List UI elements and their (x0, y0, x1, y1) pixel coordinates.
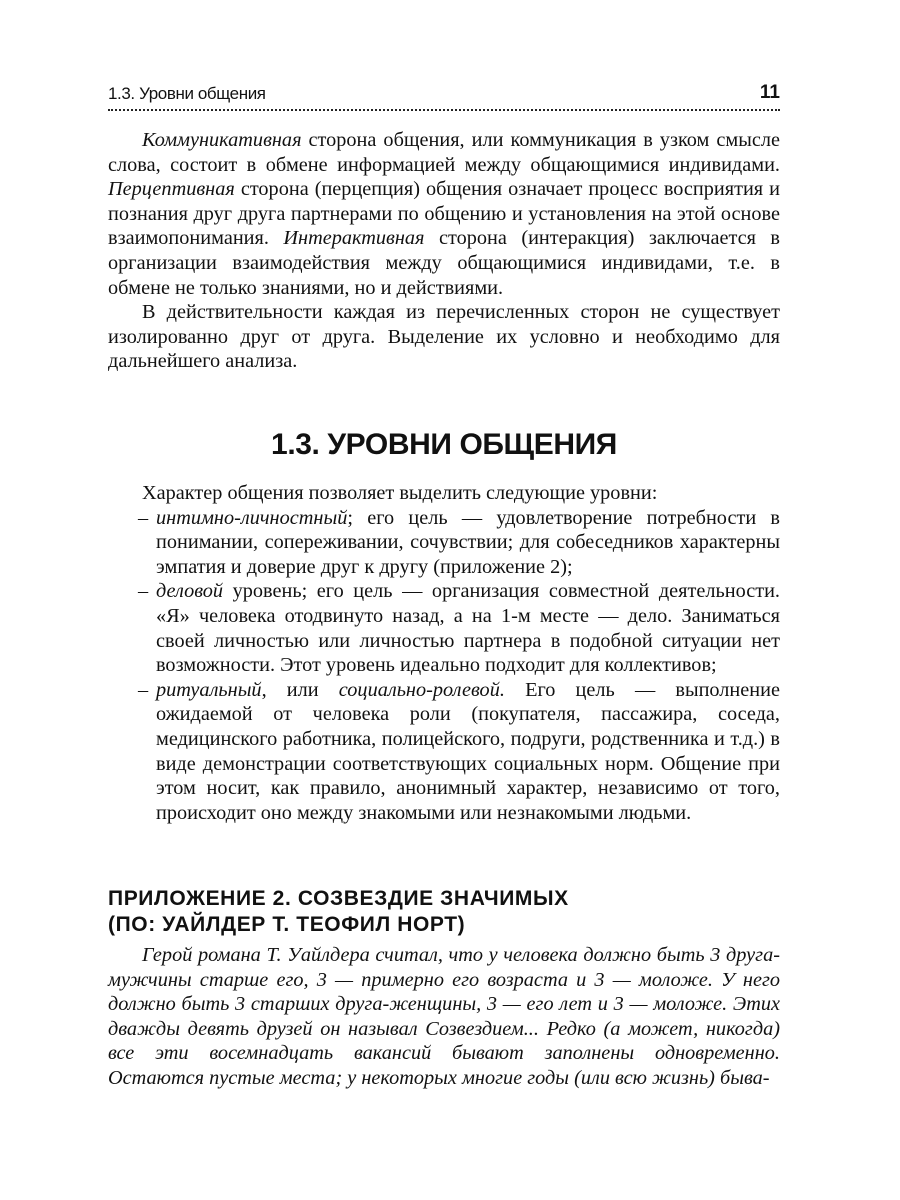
section-heading: 1.3. УРОВНИ ОБЩЕНИЯ (271, 428, 617, 461)
list-item (108, 579, 780, 677)
intro-text (108, 128, 780, 374)
running-head (108, 80, 780, 110)
intro-sentence-1: сторона общения, или коммуникация в узком смысле слова, состоит в обмене информацией между общающимися индивидами. (108, 129, 780, 176)
level-text: ; его цель — удовлетворение потребности в понимании, сопереживании, сочувствии; для собеседников характерны эмпатия и доверие друг к другу (приложение 2); (156, 506, 780, 578)
list-dash: – (138, 506, 149, 529)
level-text: уровень; его цель — организация совместной деятельности. «Я» человека отодвинуто назад, а на 1-м месте — дело. Заниматься своей личностью или личностью партнера в подобной ситуации нет возможности. Этот уровень идеально подходит для коллективов; (156, 580, 780, 677)
levels-text (108, 481, 780, 825)
dotted-rule (108, 109, 780, 111)
appendix-heading (108, 886, 780, 938)
list-item (108, 678, 780, 826)
running-head-title: 1.3. Уровни общения (108, 84, 266, 103)
level-connector: , или (261, 678, 339, 701)
intro-sentence-3: сторона (интеракция) заключается в организации взаимодействия между общающимися индивидами, т.е. в обмене не только знаниями, но и действиями. (108, 227, 780, 299)
list-dash: – (138, 678, 149, 701)
appendix-text (108, 943, 780, 1091)
level-term: интимно-личностный (156, 506, 348, 529)
term-perceptive: Перцептивная (108, 178, 235, 201)
intro-paragraph-1 (108, 128, 780, 300)
levels-list (108, 506, 780, 826)
list-item (108, 506, 780, 580)
appendix-heading-line-2: (ПО: УАЙЛДЕР Т. ТЕОФИЛ НОРТ) (108, 913, 466, 936)
page-number: 11 (759, 82, 780, 103)
level-term-2: социально-ролевой. (338, 678, 505, 701)
level-term: деловой (156, 580, 224, 603)
level-text: Его цель — выполнение ожидаемой от человека роли (покупателя, пассажира, соседа, медицинского работника, полицейского, подруги, родственника и т.д.) в виде демонстрации соответствующих социальных норм. Общение при этом носит, как правило, анонимный характер, независимо от того, происходит оно между знакомыми или незнакомыми людьми. (156, 678, 780, 824)
levels-lead: Характер общения позволяет выделить следующие уровни: (142, 482, 658, 504)
intro-paragraph-2: В действительности каждая из перечисленных сторон не существует изолированно друг от друга. Выделение их условно и необходимо для дальнейшего анализа. (108, 301, 780, 373)
appendix-paragraph: Герой романа Т. Уайлдера считал, что у человека должно быть 3 друга-мужчины старше его, 3 — примерно его возраста и 3 — моложе. У него должно быть 3 старших друга-женщины, 3 — его лет и 3 — моложе. Этих дважды девять друзей он называл Созвездием... Редко (а может, никогда) все эти восемнадцать вакансий бывают заполнены одновременно. Остаются пустые места; у некоторых многие годы (или всю жизнь) быва- (108, 944, 780, 1089)
term-communicative: Коммуникативная (142, 129, 302, 151)
term-interactive: Интерактивная (283, 227, 425, 250)
list-dash: – (138, 580, 149, 603)
level-term: ритуальный (156, 678, 262, 701)
appendix-heading-line-1: ПРИЛОЖЕНИЕ 2. СОЗВЕЗДИЕ ЗНАЧИМЫХ (108, 887, 569, 910)
intro-sentence-2: сторона (перцепция) общения означает процесс восприятия и познания друг друга партнерами по общению и установления на этой основе взаимопонимания. (108, 178, 780, 250)
